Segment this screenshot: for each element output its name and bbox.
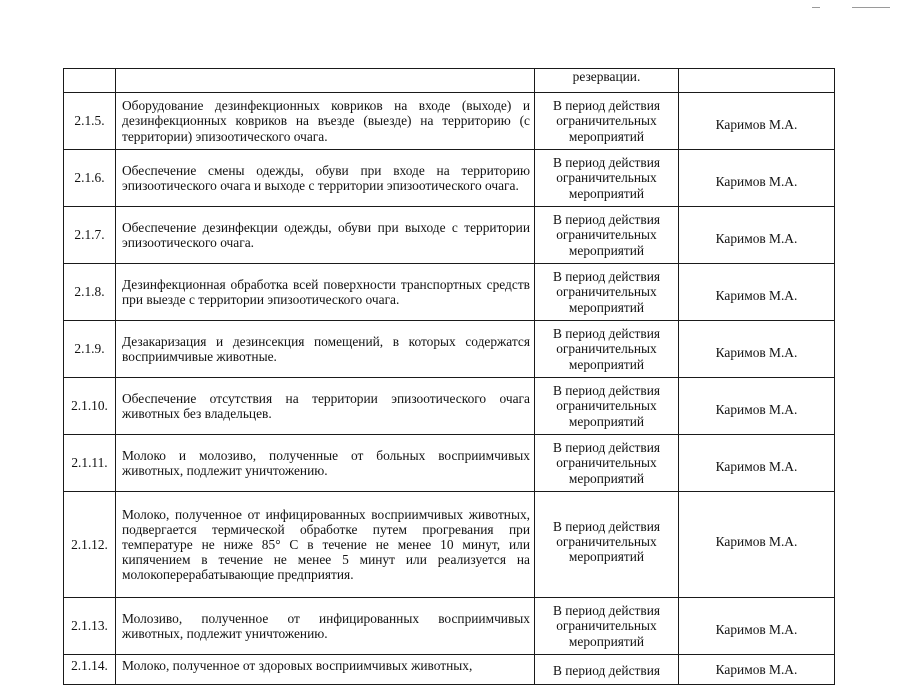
row-action-cell: Молоко и молозиво, полученные от больных восприимчивых животных, подлежит уничтожению. — [116, 435, 535, 492]
row-action-cell: Молозиво, полученное от инфицированных восприимчивых животных, подлежит уничтожению. — [116, 598, 535, 655]
row-number-cell — [64, 69, 116, 93]
row-responsible-cell: Каримов М.А. — [679, 93, 835, 150]
table-row — [64, 207, 835, 264]
scan-artifact-mark — [852, 7, 890, 8]
row-action-cell: Оборудование дезинфекционных ковриков на входе (выходе) и дезинфекционных ковриков на въезде (выезде) на территорию (с территории) эпизоотического очага. — [116, 93, 535, 150]
row-term-cell: В период действия ограничительных мероприятий — [535, 93, 679, 150]
row-action-cell: Обеспечение отсутствия на территории эпизоотического очага животных без владельцев. — [116, 378, 535, 435]
measures-table — [63, 68, 835, 685]
row-term-cell: В период действия ограничительных мероприятий — [535, 435, 679, 492]
row-number-cell: 2.1.14. — [64, 655, 116, 685]
table-row — [64, 492, 835, 598]
table-row — [64, 598, 835, 655]
row-term-cell: В период действия — [535, 655, 679, 685]
row-number-cell: 2.1.8. — [64, 264, 116, 321]
row-responsible-cell: Каримов М.А. — [679, 321, 835, 378]
row-action-cell: Молоко, полученное от здоровых восприимчивых животных, — [116, 655, 535, 685]
row-number-cell: 2.1.5. — [64, 93, 116, 150]
row-action-cell: Молоко, полученное от инфицированных восприимчивых животных, подвергается термической обработке путем прогревания при температуре не ниже 85° С в течение не менее 10 минут, или кипячением в течение не менее 5 минут или реализуется на молокоперерабатывающие предприятия. — [116, 492, 535, 598]
row-responsible-cell — [679, 69, 835, 93]
row-responsible-cell: Каримов М.А. — [679, 655, 835, 685]
row-term-cell: В период действия ограничительных мероприятий — [535, 207, 679, 264]
row-number-cell: 2.1.13. — [64, 598, 116, 655]
row-action-cell: Обеспечение дезинфекции одежды, обуви при выходе с территории эпизоотического очага. — [116, 207, 535, 264]
row-number-cell: 2.1.12. — [64, 492, 116, 598]
table-row — [64, 264, 835, 321]
row-responsible-cell: Каримов М.А. — [679, 435, 835, 492]
row-number-cell: 2.1.7. — [64, 207, 116, 264]
row-responsible-cell: Каримов М.А. — [679, 598, 835, 655]
row-number-cell: 2.1.11. — [64, 435, 116, 492]
row-term-cell: В период действия ограничительных мероприятий — [535, 150, 679, 207]
table-row — [64, 150, 835, 207]
row-action-cell: Обеспечение смены одежды, обуви при входе на территорию эпизоотического очага и выходе с территории эпизоотического очага. — [116, 150, 535, 207]
row-number-cell: 2.1.6. — [64, 150, 116, 207]
row-term-cell: резервации. — [535, 69, 679, 93]
row-responsible-cell: Каримов М.А. — [679, 207, 835, 264]
row-responsible-cell: Каримов М.А. — [679, 264, 835, 321]
row-action-cell: Дезакаризация и дезинсекция помещений, в которых содержатся восприимчивые животные. — [116, 321, 535, 378]
row-term-cell: В период действия ограничительных мероприятий — [535, 264, 679, 321]
row-responsible-cell: Каримов М.А. — [679, 492, 835, 598]
row-action-cell — [116, 69, 535, 93]
row-term-cell: В период действия ограничительных мероприятий — [535, 321, 679, 378]
row-number-cell: 2.1.10. — [64, 378, 116, 435]
row-number-cell: 2.1.9. — [64, 321, 116, 378]
table-row — [64, 93, 835, 150]
row-responsible-cell: Каримов М.А. — [679, 378, 835, 435]
row-term-cell: В период действия ограничительных мероприятий — [535, 598, 679, 655]
table-row — [64, 655, 835, 685]
row-term-cell: В период действия ограничительных мероприятий — [535, 378, 679, 435]
row-term-cell: В период действия ограничительных мероприятий — [535, 492, 679, 598]
scan-artifact-mark — [812, 7, 820, 8]
table-row-continuation — [64, 69, 835, 93]
table-row — [64, 321, 835, 378]
row-responsible-cell: Каримов М.А. — [679, 150, 835, 207]
table-row — [64, 378, 835, 435]
table-row — [64, 435, 835, 492]
row-action-cell: Дезинфекционная обработка всей поверхности транспортных средств при выезде с территории эпизоотического очага. — [116, 264, 535, 321]
